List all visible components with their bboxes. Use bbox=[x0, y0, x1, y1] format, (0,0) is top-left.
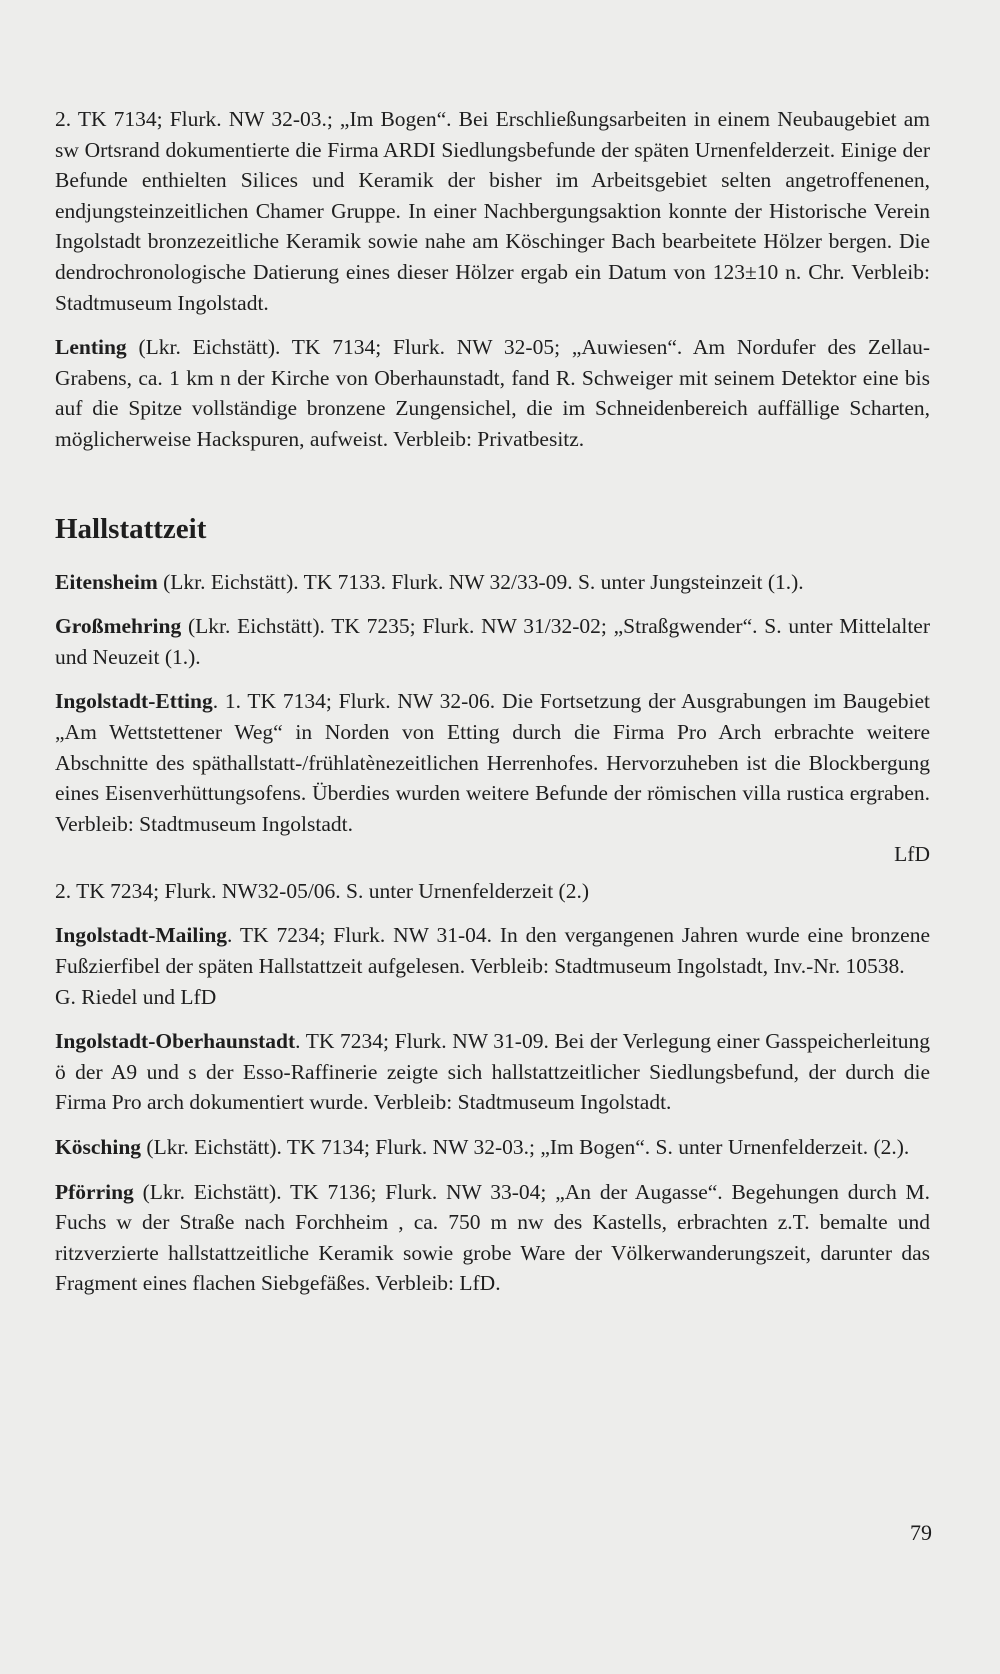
entry-etting-second bbox=[55, 876, 930, 907]
place-name: Ingolstadt-Etting bbox=[55, 689, 213, 714]
entry-text: (Lkr. Eichstätt). TK 7134; Flurk. NW 32-05; „Auwiesen“. Am Nordufer des Zellau-Grabens, ca. 1 km n der Kirche von Oberhaunstadt, fand R. Schweiger mit seinem Detektor eine bis auf die Spitze vollständige bronzene Zungensichel, die im Schneidenbereich auffällige Scharten, möglicherweise Hackspuren, aufweist. Verbleib: Privatbesitz. bbox=[55, 335, 930, 451]
page-number: 79 bbox=[910, 1520, 932, 1545]
intro-text: 2. TK 7134; Flurk. NW 32-03.; „Im Bogen“. Bei Erschließungsarbeiten in einem Neubaugebiet am sw Ortsrand dokumentierte die Firma ARDI Siedlungsbefunde der späten Urnenfelderzeit. Einige der Befunde enthielten Silices und Keramik der bisher im Arbeitsgebiet selten angetroffenenen, endjungsteinzeitlichen Chamer Gruppe. In einer Nachbergungsaktion konnte der Historische Verein Ingolstadt bronzezeitliche Keramik sowie nahe am Köschinger Bach bearbeitete Hölzer bergen. Die dendrochronologische Datierung eines dieser Hölzer ergab ein Datum von 123±10 n. Chr. Verbleib: Stadtmuseum Ingolstadt. bbox=[55, 107, 930, 315]
entry-pfoerring bbox=[55, 1177, 930, 1299]
entry-text: (Lkr. Eichstätt). TK 7134; Flurk. NW 32-03.; „Im Bogen“. S. unter Urnenfelderzeit. (2.). bbox=[141, 1135, 910, 1160]
entry-lenting bbox=[55, 332, 930, 454]
entry-text: . 1. TK 7134; Flurk. NW 32-06. Die Fortsetzung der Ausgrabungen im Baugebiet „Am Wettstettener Weg“ in Norden von Etting durch die Firma Pro Arch erbrachte weitere Abschnitte des späthallstatt-/frühlatènezeitlichen Herrenhofes. Hervorzuheben ist die Blockbergung eines Eisenverhüttungsofens. Überdies wurden weitere Befunde der römischen villa rustica ergraben. Verbleib: Stadtmuseum Ingolstadt. bbox=[55, 689, 930, 836]
entry-grossmehring bbox=[55, 611, 930, 672]
entry-etting bbox=[55, 686, 930, 839]
place-name: Lenting bbox=[55, 335, 127, 360]
entry-author bbox=[55, 982, 930, 1013]
entry-oberhaunstadt bbox=[55, 1026, 930, 1118]
author-text: G. Riedel und LfD bbox=[55, 984, 217, 1009]
entry-text: . TK 7234; Flurk. NW 31-09. Bei der Verlegung einer Gasspeicherleitung ö der A9 und s der Esso-Raffinerie zeigte sich hallstattzeitlicher Siedlungsbefund, der durch die Firma Pro arch dokumentiert wurde. Verbleib: Stadtmuseum Ingolstadt. bbox=[55, 1029, 930, 1115]
entry-text: 2. TK 7234; Flurk. NW32-05/06. S. unter Urnenfelderzeit (2.) bbox=[55, 878, 590, 903]
entry-text: (Lkr. Eichstätt). TK 7133. Flurk. NW 32/33-09. S. unter Jungsteinzeit (1.). bbox=[157, 569, 804, 594]
entry-koesching bbox=[55, 1132, 930, 1163]
entry-signature: LfD bbox=[894, 842, 930, 867]
place-name: Ingolstadt-Oberhaunstadt bbox=[55, 1029, 296, 1054]
entry-mailing bbox=[55, 920, 930, 981]
section-heading: Hallstattzeit bbox=[55, 512, 207, 545]
place-name: Eitensheim bbox=[55, 569, 158, 594]
place-name: Ingolstadt-Mailing bbox=[55, 923, 228, 948]
entry-text: (Lkr. Eichstätt). TK 7235; Flurk. NW 31/32-02; „Straßgwender“. S. unter Mittelalter und Neuzeit (1.). bbox=[55, 614, 930, 669]
entry-eitensheim bbox=[55, 567, 930, 598]
place-name: Großmehring bbox=[55, 614, 182, 639]
entry-text: (Lkr. Eichstätt). TK 7136; Flurk. NW 33-04; „An der Augasse“. Begehungen durch M. Fuchs w der Straße nach Forchheim , ca. 750 m nw des Kastells, erbrachten z.T. bemalte und ritzverzierte hallstattzeitliche Keramik sowie grobe Ware der Völkerwanderungszeit, darunter das Fragment eines flachen Siebgefäßes. Verbleib: LfD. bbox=[55, 1179, 930, 1296]
entry-text: . TK 7234; Flurk. NW 31-04. In den vergangenen Jahren wurde eine bronzene Fußzierfibel der späten Hallstattzeit aufgelesen. Verbleib: Stadtmuseum Ingolstadt, Inv.-Nr. 10538. bbox=[55, 923, 930, 979]
place-name: Kösching bbox=[55, 1135, 142, 1160]
intro-paragraph bbox=[55, 104, 930, 318]
place-name: Pförring bbox=[55, 1179, 134, 1204]
